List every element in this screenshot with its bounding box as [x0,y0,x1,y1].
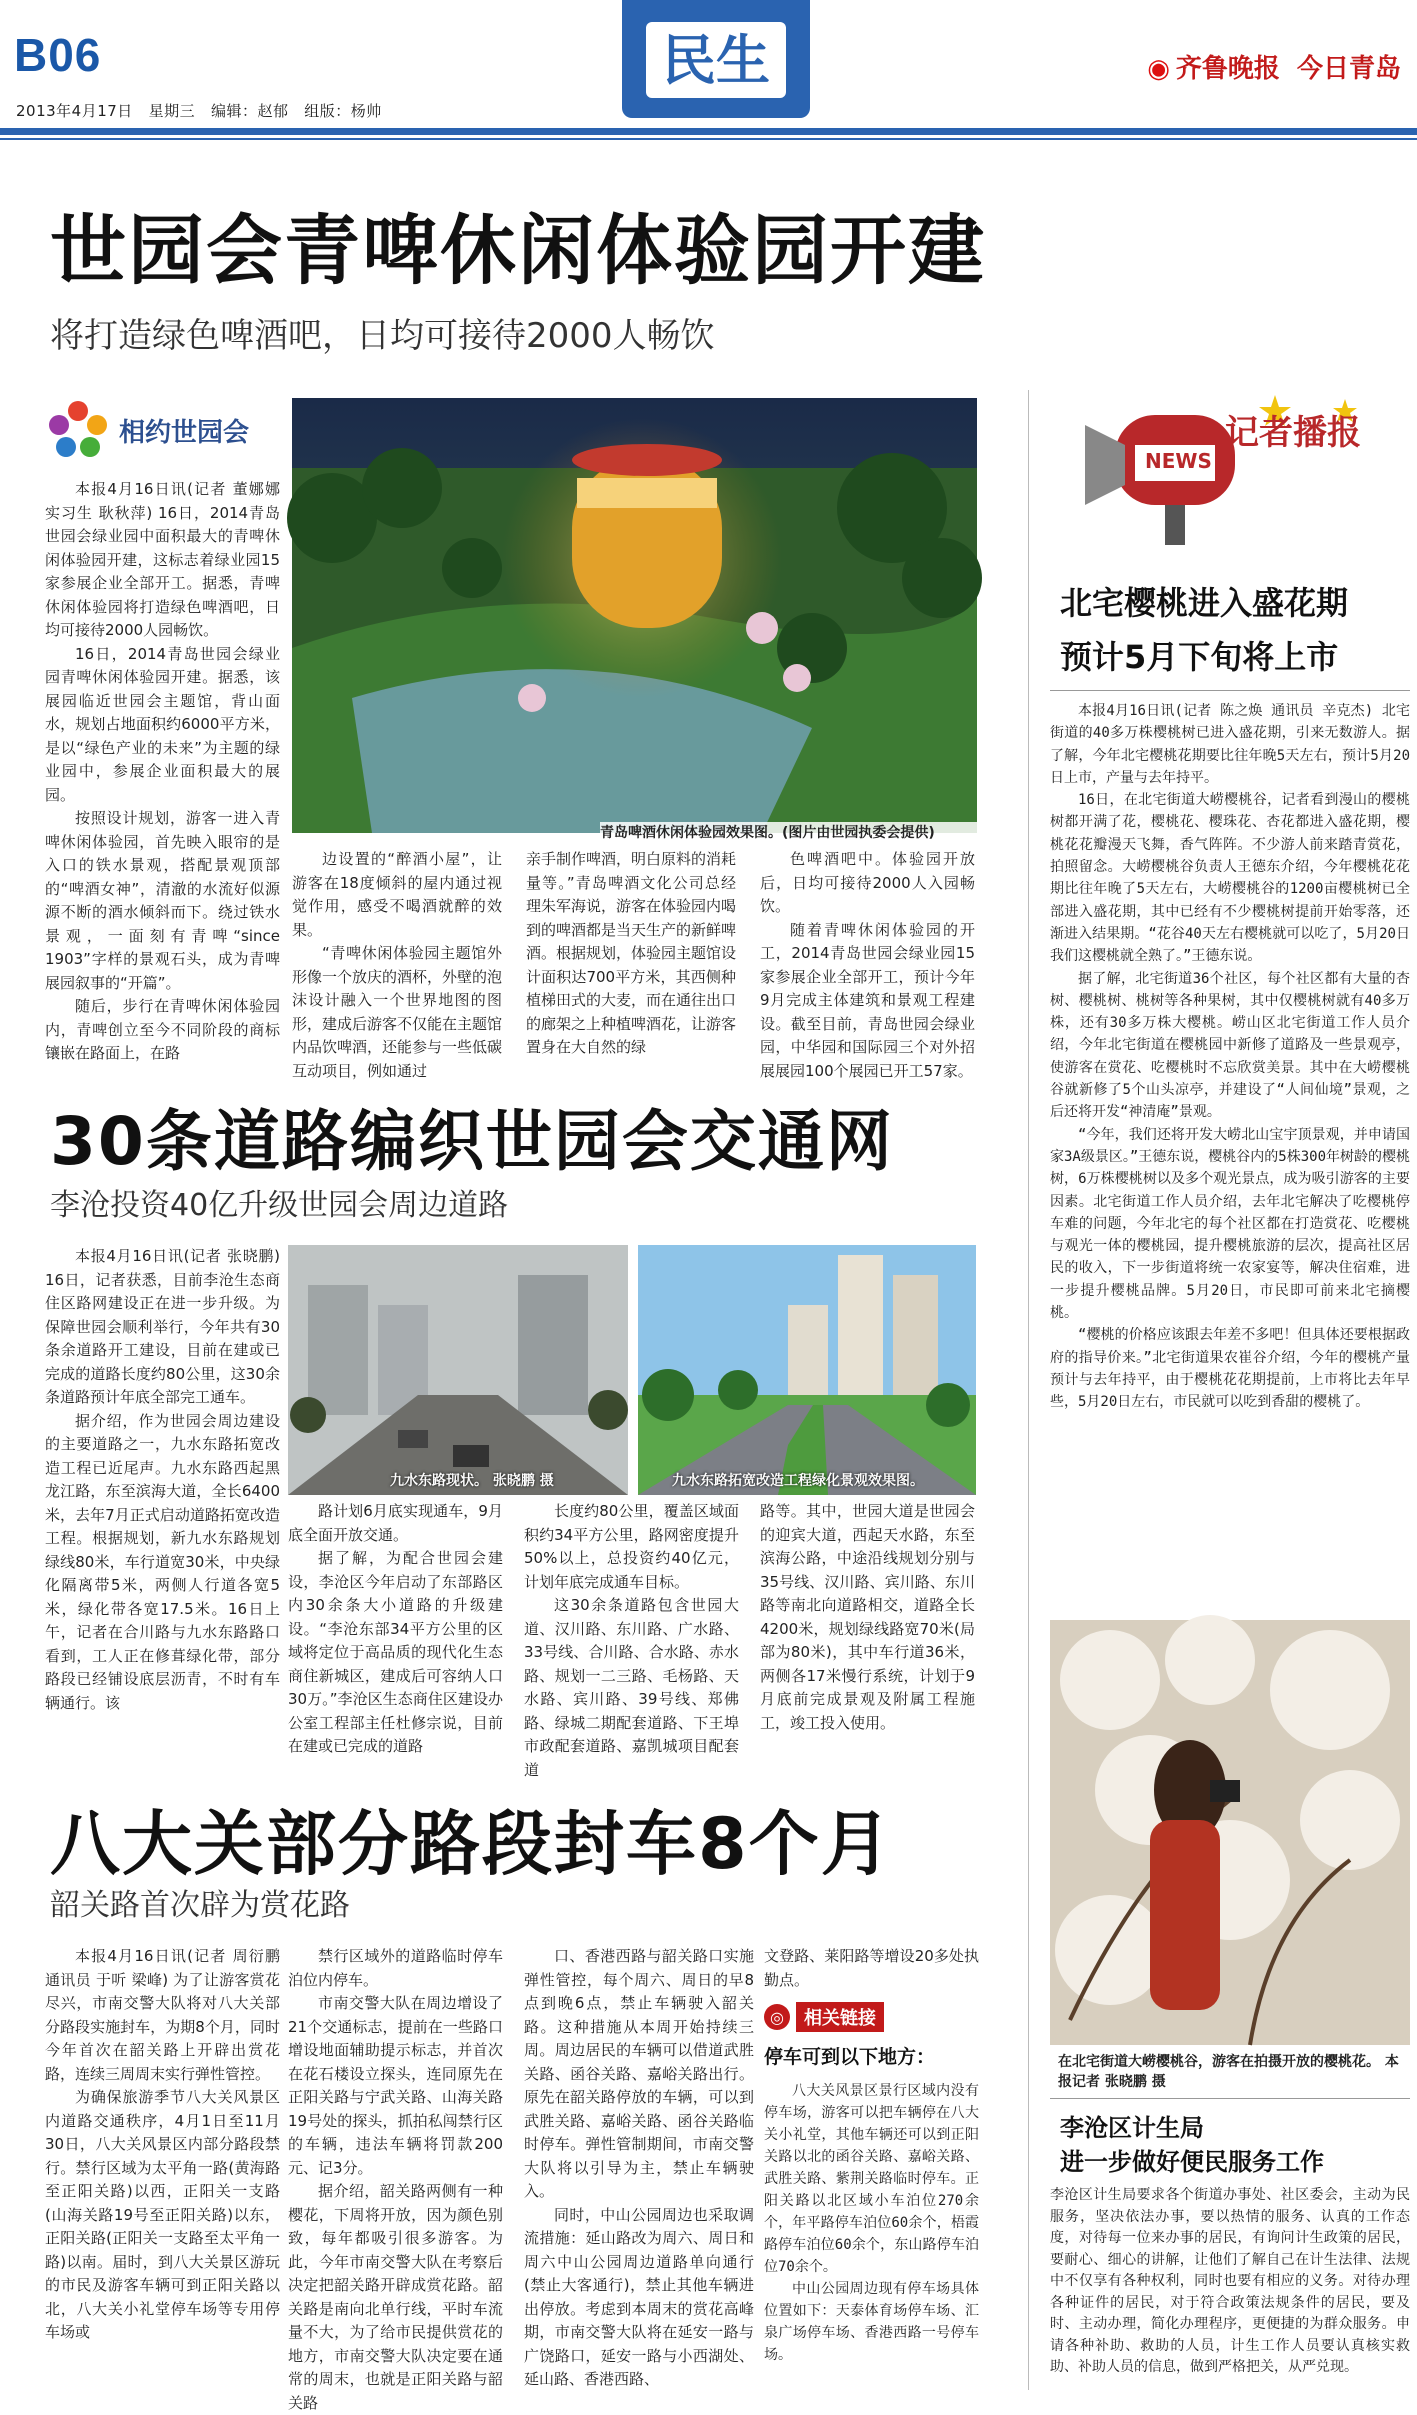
article1-headline: 世园会青啤休闲体验园开建 [50,206,986,295]
expo-flower-icon [45,397,111,463]
article2-caption1: 九水东路现状。 张晓鹏 摄 [390,1473,554,1489]
mailbox-label: NEWS [1145,449,1212,473]
article2-col4: 路等。其中，世园大道是世园会的迎宾大道，西起天水路，东至滨海公路，中途沿线规划分别与35号线、汉川路、宾川路、东川路等南北向道路相交，道路全长4200米，规划绿线路宽70米(局部为80米)，其中车行道36米，两侧各17米慢行系统，计划于9月底前完成景观及附属工程施工，竣工投入使用。 [760,1502,975,1732]
related-link-tag [764,2000,979,2034]
article3-col2: 禁行区域外的道路临时停车泊位内停车。 市南交警大队在周边增设了21个交通标志，提前在一些路口增设地面辅助提示标志，并首次在花石楼设立探头，连同原先在正阳关路与宁武关路、山海关路19号处的探头，抓拍私闯禁行区的车辆，违法车辆将罚款200元、记3分。 据介绍，韶关路两侧有一种樱花，下周将开放，因为颜色别致，每年都吸引很多游客。为此，今年市南交警大队在考察后决定把韶关路开辟成赏花路。韶关路是南向北单行线，平时车流量不大，为了给市民提供赏花的地方，市南交警大队决定要在通常的周末，也就是正阳关路与韶关路 [288,1947,503,2412]
article2-col2: 路计划6月底实现通车，9月底全面开放交通。 据了解，为配合世园会建设，李沧区今年启动了东部路区内30余条大小道路的升级建设。“李沧东部34平方公里的区域将定位于高品质的现代化生态商住新城区，建成后可容纳人口30万。”李沧区生态商住区建设办公室工程部主任杜修宗说，目前在建或已完成的道路 [288,1502,503,1755]
issue-date: 2013年4月17日 [16,102,133,120]
road-render-image [638,1245,976,1495]
pavilion-render-image [292,398,977,833]
article2-col3: 长度约80公里，覆盖区域面积约34平方公里，路网密度提升50%以上，总投资约40亿元，计划年底完成通车目标。 这30余条道路包含世园大道、汉川路、东川路、广水路、33号线、合川路、合水路、赤水路、规划一二三路、毛杨路、天水路、宾川路、39号线、郑佛路、绿城二期配套道路、下王埠市政配套道路、嘉凯城项目配套道 [524,1502,739,1779]
cherry-blossom-image [1050,1620,1410,2045]
article1-col2: 边设置的“醉酒小屋”，让游客在18度倾斜的屋内通过视觉作用，感受不喝酒就醉的效果。 “青啤休闲体验园主题馆外形像一个放庆的酒杯，外壁的泡沫设计融入一个世界地图的图形，建成后游客不仅能在主题馆内品饮啤酒，还能参与一些低碳互动项目，例如通过 [292,850,503,1080]
article2-photo1 [288,1245,628,1495]
sidebar-divider [1028,390,1029,2390]
edition-name: 今日青岛 [1296,54,1401,84]
article1-col4: 色啤酒吧中。体验园开放后，日均可接待2000人入园畅饮。 随着青啤休闲体验园的开工，2014青岛世园会绿业园15家参展企业全部开工，预计今年9月完成主体建筑和景观工程建设。截至目前，青岛世园会绿业园，中华园和国际园三个对外招展展园100个展园已开工57家。 [760,850,975,1080]
page-number: B06 [14,29,102,81]
related-link-title: 停车可到以下地方： [764,2046,936,2068]
article2-col1: 本报4月16日讯(记者 张晓鹏) 16日，记者获悉，目前李沧生态商住区路网建设正在进一步升级。为保障世园会顺利举行，今年共有30条余道路开工建设，目前在建或已完成的道路长度约80公里，这30余条道路预计年底全部完工通车。 据介绍，作为世园会周边建设的主要道路之一，九水东路拓宽改造工程已近尾声。九水东路西起黑龙江路，东至滨海大道，全长6400米，去年7月正式启动道路拓宽改造工程。根据规划，新九水东路规划绿线80米，车行道宽30米，中央绿化隔离带5米，两侧人行道各宽5米，绿化带各宽17.5米。16日上午，记者在合川路与九水东路路口看到，工人正在修葺绿化带，部分路段已经铺设底层沥青，不时有车辆通行。该 [45,1247,280,1712]
article3-col4: 文登路、莱阳路等增设20多处执勤点。 [764,1947,979,1989]
top-rule [0,128,1417,135]
article2-photo2 [638,1245,976,1495]
article3-subheadline: 韶关路首次辟为赏花路 [50,1888,350,1923]
column-tag-label: 相约世园会 [119,417,250,448]
related-link-body: 八大关风景区景行区域内没有停车场，游客可以把车辆停在八大关小礼堂，其他车辆还可以到正阳关路以北的函谷关路、嘉峪关路、武胜关路、紫荆关路临时停车。正阳关路以北区域小车泊位270余个，年平路停车泊位60余个，梧霞路停车泊位60余个，东山路停车泊位70余个。 中山公园周边现有停车场具体位置如下：天泰体育场停车场、汇泉广场停车场、香港西路一号停车场。 [764,2083,979,2363]
article3-col3: 口、香港西路与韶关路口实施弹性管控，每个周六、周日的早8点到晚6点，禁止车辆驶入韶关路。这种措施从本周开始持续三周。周边居民的车辆可以借道武胜关路、函谷关路、嘉峪关路出行。原先在韶关路停放的车辆，可以到武胜关路、嘉峪关路、函谷关路临时停车。弹性管制期间，市南交警大队将以引导为主，禁止车辆驶入。 同时，中山公园周边也采取调流措施：延山路改为周六、周日和周六中山公园周边道路单向通行(禁止大客通行)，禁止其他车辆进出停放。考虑到本周末的赏花高峰期，市南交警大队将在延安一路与广饶路口，延安一路与小西湖处、延山路、香港西路、 [524,1947,754,2388]
paper-name: 齐鲁晚报 [1175,54,1280,84]
sidebar-headline-1: 北宅樱桃进入盛花期 [1060,584,1349,622]
paper-logo-icon: ◉ [1147,54,1170,84]
article1-photo-caption: 青岛啤酒休闲体验园效果图。(图片由世园执委会提供) [600,822,980,842]
road-current-image [288,1245,628,1495]
article2-caption2: 九水东路拓宽改造工程绿化景观效果图。 [672,1473,924,1489]
sidebar-headline-rule [1050,690,1410,691]
article2-headline: 30条道路编织世园会交通网 [50,1103,894,1180]
article1-photo [292,398,977,833]
paper-logo [1147,48,1401,85]
brief-title-1: 李沧区计生局 [1060,2114,1204,2142]
top-rule-thin [0,138,1417,140]
section-tab [622,0,810,118]
layout-credit: 组版：杨帅 [304,102,382,120]
editor-credit: 编辑：赵郁 [210,102,289,120]
sidebar-headline-2: 预计5月下旬将上市 [1060,638,1339,676]
sidebar-photo [1050,1620,1410,2045]
article1-col3: 亲手制作啤酒，明白原料的消耗量等。”青岛啤酒文化公司总经理朱军海说，游客在体验园内喝到的啤酒都是当天生产的新鲜啤酒。根据规划，体验园主题馆设计面积达700平方米，其西侧种植梯田式的大麦，而在通往出口的廊架之上种植啤酒花，让游客置身在大自然的绿 [526,850,737,1056]
article2-subheadline: 李沧投资40亿升级世园会周边道路 [50,1188,509,1223]
brief-rule [1050,2098,1410,2099]
column-tag [45,395,285,465]
article1-col1: 本报4月16日讯(记者 董娜娜 实习生 耿秋萍) 16日，2014青岛世园会绿业园中面积最大的青啤休闲体验园开建，这标志着绿业园15家参展企业全部开工。据悉，青啤休闲体验园将打造绿色啤酒吧，日均可接待2000人园畅饮。 16日，2014青岛世园会绿业园青啤休闲体验园开建。据悉，该展园临近世园会主题馆，背山面水，规划占地面积约6000平方米，是以“绿色产业的未来”为主题的绿业园中，参展企业面积最大的展园。 按照设计规划，游客一进入青啤休闲体验园，首先映入眼帘的是入口的铁水景观，搭配景观顶部的“啤酒女神”，清澈的水流好似源源不断的酒水倾斜而下。绕过铁水景观，一面刻有青啤“since 1903”字样的景观石头，成为青啤展园叙事的“开篇”。 随后，步行在青啤休闲体验园内，青啤创立至今不同阶段的商标镶嵌在路面上，在路 [45,480,280,1062]
sidebar-body: 本报4月16日讯(记者 陈之焕 通讯员 辛克杰) 北宅街道的40多万株樱桃树已进入盛花期，引来无数游人。据了解，今年北宅樱桃花期要比往年晚5天左右，预计5月20日上市，产量与去年持平。 16日，在北宅街道大崂樱桃谷，记者看到漫山的樱桃树都开满了花，樱桃花、樱珠花、杏花都进入盛花期，樱桃花花瓣漫天飞舞，香气阵阵。不少游人前来踏青赏花，拍照留念。大崂樱桃谷负责人王德东介绍，今年樱桃花花期比往年晚了5天左右，大崂樱桃谷的1200亩樱桃树已全部进入盛花期，其中已经有不少樱桃树提前开始零落，还渐进入结果期。“花谷40天左右樱桃就可以吃了，5月20日我们这樱桃就全熟了。”王德东说。 据了解，北宅街道36个社区，每个社区都有大量的杏树、樱桃树、桃树等各种果树，其中仅樱桃树就有40多万株，还有30多万株大樱桃。崂山区北宅街道工作人员介绍，今年北宅街道在樱桃园中新修了道路及一些景观亭，使游客在赏花、吃樱桃时不忘欣赏美景。其中在大崂樱桃谷就新修了5个山头凉亭，并建设了“人间仙境”景观，之后还将开发“神清庵”景观。 “今年，我们还将开发大崂北山宝宇顶景观，并申请国家3A级景区。”王德东说，樱桃谷内的5株300年树龄的樱桃树，6万株樱桃树以及多个观光景点，成为吸引游客的主要因素。北宅街道工作人员介绍，去年北宅解决了吃樱桃停车难的问题，今年北宅的每个社区都在打造赏花、吃樱桃与观光一体的樱桃园，提升樱桃旅游的层次，提高社区居民的收入，下一步街道将统一农家宴等，解决住宿难，进一步提升樱桃品牌。5月20日，市民即可前来北宅摘樱桃。 “樱桃的价格应该跟去年差不多吧！但具体还要根据政府的指导价来。”北宅街道果农崔谷介绍，今年的樱桃产量预计与去年持平，由于樱桃花花期提前，上市将比去年早些，5月20日左右，市民就可以吃到香甜的樱桃了。 [1050,703,1410,1411]
section-title: 民生 [646,22,786,98]
link-icon: ◎ [764,2004,790,2030]
brief-body: 李沧区计生局要求各个街道办事处、社区委会，主动为民服务，坚决依法办事，要以热情的服务、认真的工作态度，对待每一位来办事的居民，有询问计生政策的居民，要耐心、细心的讲解，让他们了解自己在计生法律、法规中不仅享有各种权利，同时也要有相应的义务。对待办理各种证件的居民，对于符合政策法规条件的居民，要及时、主动办理，简化办理程序，更便捷的为群众服务。申请各种补助、救助的人员，计生工作人员要认真核实救助、补助人员的信息，做到严格把关，从严兑现。 [1050,2187,1410,2375]
news-badge [1045,385,1405,545]
issue-weekday: 星期三 [148,102,196,120]
article3-headline: 八大关部分路段封车8个月 [50,1803,893,1885]
article1-subheadline: 将打造绿色啤酒吧，日均可接待2000人畅饮 [50,316,715,356]
sidebar-photo-caption: 在北宅街道大崂樱桃谷，游客在拍摄开放的樱桃花。 本报记者 张晓鹏 摄 [1058,2054,1399,2090]
meta-line [16,100,382,121]
related-link-label: 相关链接 [796,2002,884,2032]
brief-title-2: 进一步做好便民服务工作 [1060,2148,1324,2176]
sidebar-tag: 记者播报 [1225,413,1361,453]
article3-col1: 本报4月16日讯(记者 周衍鹏 通讯员 于听 梁峰) 为了让游客赏花尽兴，市南交警大队将对八大关部分路段实施封车，为期8个月，同时今年首次在韶关路上开辟出赏花路，连续三周周末实行弹性管控。 为确保旅游季节八大关风景区内道路交通秩序，4月1日至11月30日，八大关风景区内部分路段禁行。禁行区域为太平角一路(黄海路至正阳关路)以西，正阳关一支路(山海关路19号至正阳关路)以东，正阳关路(正阳关一支路至太平角一路)以南。届时，到八大关景区游玩的市民及游客车辆可到正阳关路以北，八大关小礼堂停车场等专用停车场或 [45,1947,280,2341]
